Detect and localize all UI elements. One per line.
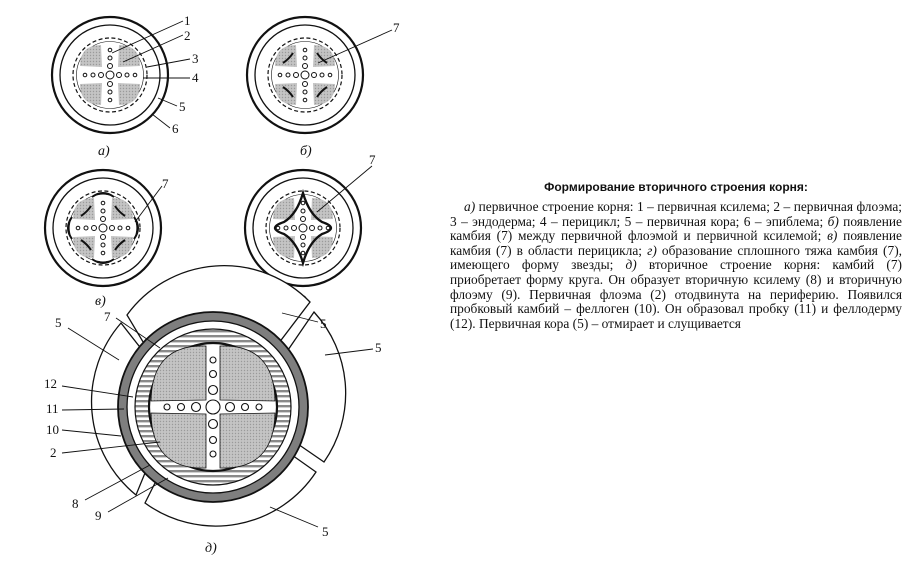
- caption-panel-letter: д): [625, 257, 637, 273]
- caption-text: первичное строение корня: 1 – первичная ксилема; 2 – первичная флоэма; 3 – эндодерма; 4 – перицикл; 5 – первичная кора; 6 – эпиблема;: [450, 199, 902, 229]
- label-a-3: 3: [192, 51, 199, 66]
- figure-caption: [450, 180, 902, 331]
- caption-text: появление камбия (7) в области перицикла;: [450, 228, 902, 258]
- label-d-8: 8: [72, 496, 79, 511]
- caption-panel-letter: б): [827, 213, 839, 229]
- label-d-12: 12: [44, 376, 57, 391]
- label-d-10: 10: [46, 422, 59, 437]
- caption-title: Формирование вторичного строения корня:: [544, 180, 808, 194]
- label-d-11: 11: [46, 401, 59, 416]
- label-a-2: 2: [184, 28, 191, 43]
- panel-a: [52, 13, 199, 159]
- panel-v-label: в): [95, 294, 106, 309]
- caption-body: [450, 200, 902, 331]
- label-d-5-right: 5: [375, 340, 382, 355]
- root-structure-diagram: [0, 0, 440, 563]
- panel-b-label: б): [300, 144, 312, 159]
- label-d-5-bottom: 5: [322, 524, 329, 539]
- label-a-4: 4: [192, 70, 199, 85]
- label-d-2: 2: [50, 445, 57, 460]
- panel-b: [247, 17, 400, 159]
- label-d-7: 7: [104, 309, 111, 324]
- label-d-9: 9: [95, 508, 102, 523]
- panel-v: [45, 170, 169, 309]
- panel-a-label: а): [98, 144, 110, 159]
- label-a-6: 6: [172, 121, 179, 136]
- caption-panel-letter: в): [827, 228, 838, 244]
- label-v-7: 7: [162, 176, 169, 191]
- panel-d: [44, 266, 382, 556]
- label-g-7: 7: [369, 152, 376, 167]
- panel-d-label: д): [205, 541, 217, 556]
- caption-text: образование сплошного тяжа камбия (7), имеющего форму звезды;: [450, 242, 902, 273]
- label-b-7: 7: [393, 20, 400, 35]
- caption-panel-letter: а): [464, 199, 476, 214]
- label-a-5: 5: [179, 99, 186, 114]
- caption-panel-letter: г): [647, 242, 657, 258]
- caption-text: вторичное строение корня: камбий (7) приобретает форму круга. Он образует вторичную ксилему (8) и вторичную флоэму (9). Первичная флоэма (2) отодвинута на периферию. Появился пробковый камбий – феллоген (10). Он образовал пробку (11) и феллодерму (12). Первичная кора (5) – отмирает и слущивается: [450, 257, 902, 331]
- label-d-5-top: 5: [320, 316, 327, 331]
- label-d-5-left: 5: [55, 315, 62, 330]
- caption-text: появление камбия (7) между первичной флоэмой и первичной ксилемой;: [450, 213, 902, 244]
- label-a-1: 1: [184, 13, 191, 28]
